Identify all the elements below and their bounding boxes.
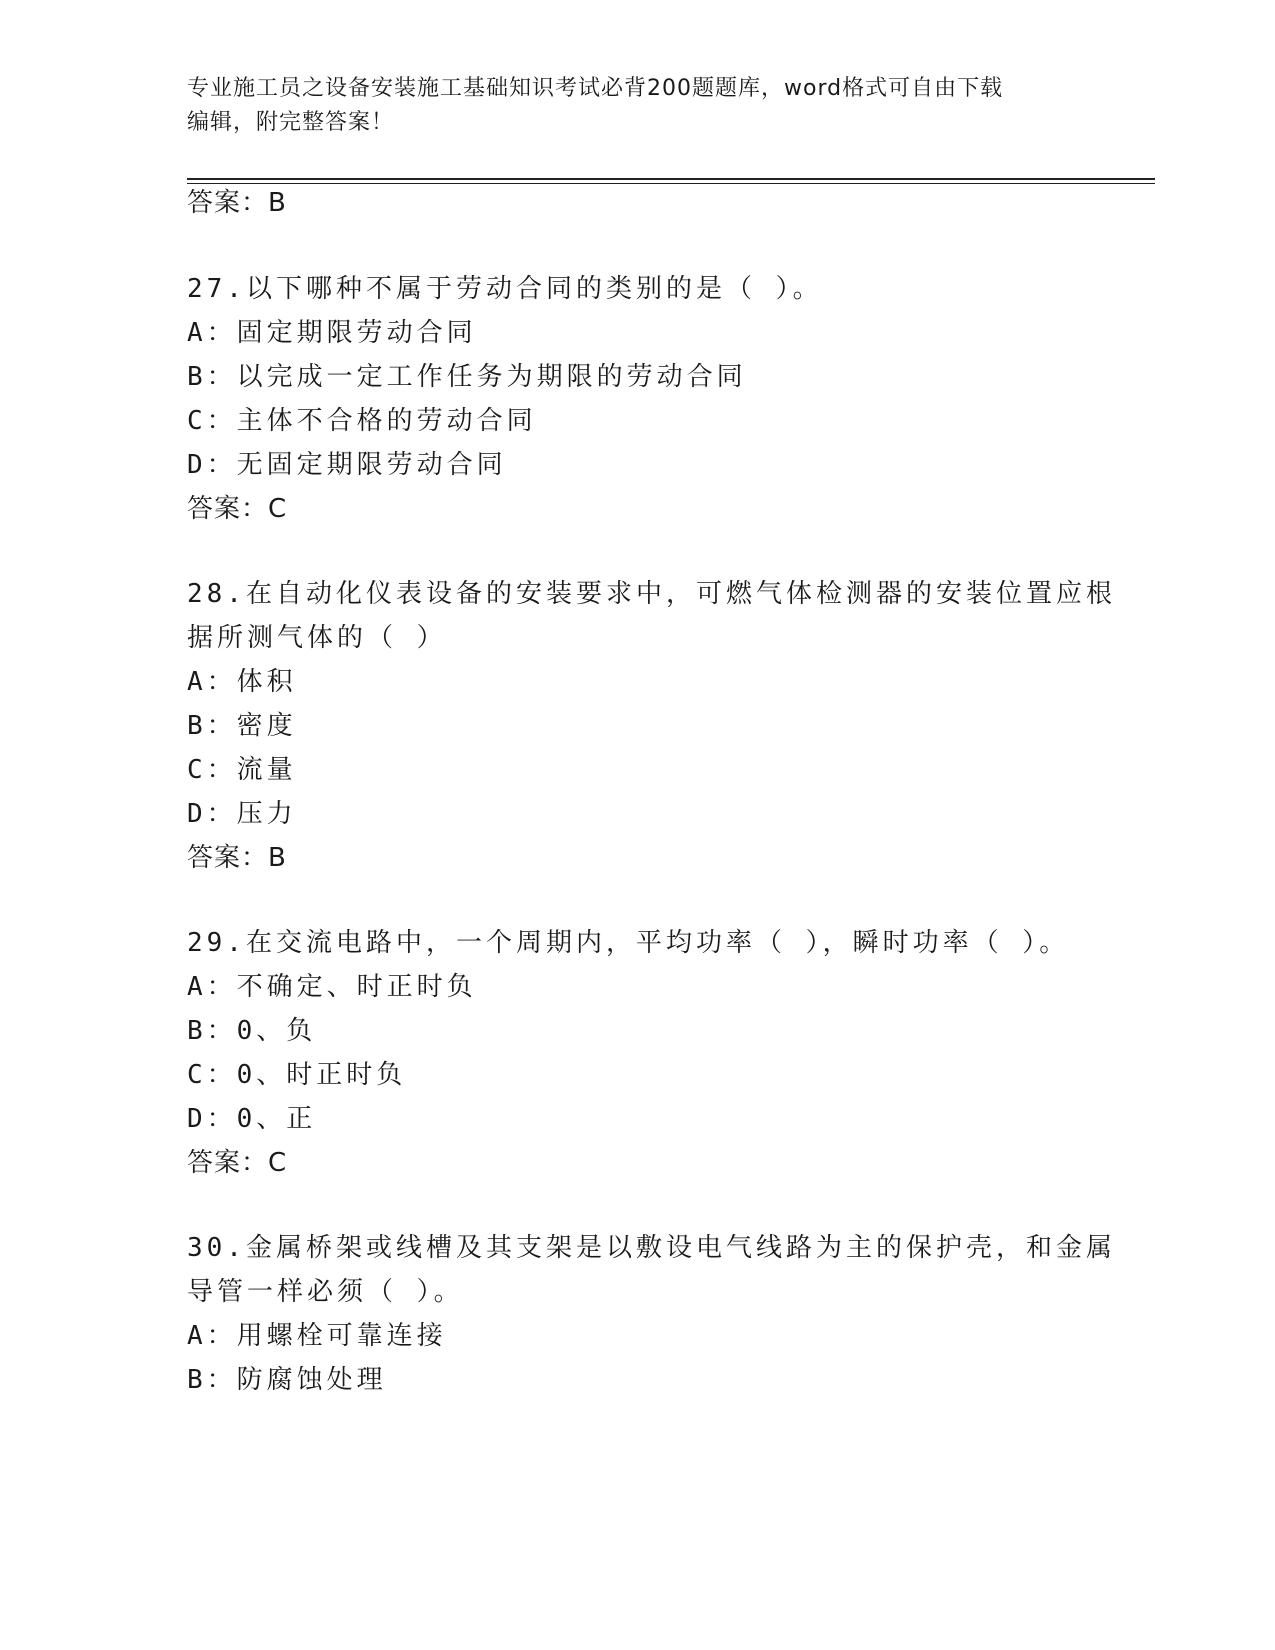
question-29-option-b: B：0、负: [187, 1016, 317, 1046]
header-line-1: 专业施工员之设备安装施工基础知识考试必背200题题库，word格式可自由下载: [187, 76, 1004, 101]
question-28-stem-line-2: 据所测气体的（ ）: [187, 623, 447, 653]
question-30-stem-line-2: 导管一样必须（ ）。: [187, 1277, 464, 1307]
question-28-answer: 答案：B: [187, 843, 287, 873]
document-header: [187, 72, 1067, 140]
question-28-option-d: D：压力: [187, 799, 297, 829]
previous-answer: 答案：B: [187, 188, 287, 218]
question-28-option-c: C：流量: [187, 755, 297, 785]
question-29-stem: 29.在交流电路中，一个周期内，平均功率（ ），瞬时功率（ ）。: [187, 928, 1070, 958]
question-27-answer: 答案：C: [187, 494, 288, 524]
question-27-option-a: A：固定期限劳动合同: [187, 318, 477, 348]
header-divider-thin: [187, 183, 1155, 184]
question-29-option-a: A：不确定、时正时负: [187, 972, 477, 1002]
question-29-option-d: D：0、正: [187, 1104, 317, 1134]
question-27-stem: 27.以下哪种不属于劳动合同的类别的是（ ）。: [187, 274, 823, 304]
header-divider-thick: [187, 178, 1155, 180]
question-29-answer: 答案：C: [187, 1148, 288, 1178]
question-30-stem-line-1: 30.金属桥架或线槽及其支架是以敷设电气线路为主的保护壳，和金属: [187, 1233, 1116, 1263]
question-28-option-b: B：密度: [187, 711, 297, 741]
question-28-option-a: A：体积: [187, 667, 297, 697]
header-line-2: 编辑，附完整答案！: [187, 110, 395, 135]
question-27-option-b: B：以完成一定工作任务为期限的劳动合同: [187, 362, 747, 392]
question-30-option-a: A：用螺栓可靠连接: [187, 1321, 447, 1351]
question-27-option-d: D：无固定期限劳动合同: [187, 450, 507, 480]
question-30-option-b: B：防腐蚀处理: [187, 1365, 387, 1395]
question-28-stem-line-1: 28.在自动化仪表设备的安装要求中，可燃气体检测器的安装位置应根: [187, 579, 1116, 609]
question-27-option-c: C：主体不合格的劳动合同: [187, 406, 537, 436]
question-29-option-c: C：0、时正时负: [187, 1060, 407, 1090]
